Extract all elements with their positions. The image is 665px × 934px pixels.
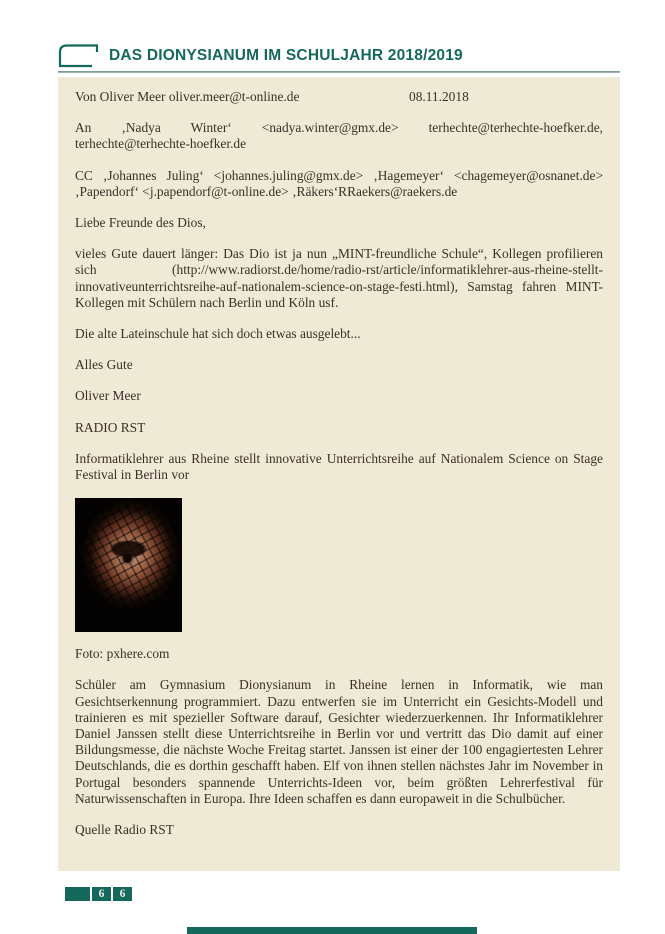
page-title: DAS DIONYSIANUM IM SCHULJAHR 2018/2019 xyxy=(109,47,463,64)
email-from-row xyxy=(75,89,603,105)
email-to: An ‚Nadya Winter‘ <nadya.winter@gmx.de> terhechte@terhechte-hoefker.de, terhechte@terhechte-hoefker.de xyxy=(75,120,603,152)
article-title: Informatiklehrer aus Rheine stellt innovative Unterrichtsreihe auf Nationalem Science on Stage Festival in Berlin vor xyxy=(75,450,603,483)
email-closing: Alles Gute xyxy=(75,357,133,373)
email-from: Von Oliver Meer oliver.meer@t-online.de xyxy=(75,89,300,104)
page-footer xyxy=(65,887,132,901)
article-source-line: Quelle Radio RST xyxy=(75,822,174,838)
email-greeting: Liebe Freunde des Dios, xyxy=(75,215,206,231)
bottom-accent-bar xyxy=(187,927,477,934)
email-remark: Die alte Lateinschule hat sich doch etwas ausgelebt... xyxy=(75,326,361,342)
email-signature: Oliver Meer xyxy=(75,388,141,404)
header-tab-bracket-icon xyxy=(58,42,100,68)
page-number-right: 6 xyxy=(113,887,132,901)
face-recognition-photo xyxy=(75,498,182,632)
article-body: Schüler am Gymnasium Dionysianum in Rheine lernen in Informatik, wie man Gesichtserkennung programmiert. Dazu entwerfen sie im Unterricht ein Gesichts-Modell und trainieren es mit spezieller Software darauf, Gesichter wiederzuerkennen. Ihr Informatiklehrer Daniel Janssen stellt diese Unterrichtsreihe in Berlin vor und vertritt das Dio damit auf einer Bildungsmesse, die nächste Woche Freitag startet. Janssen ist einer der 100 engagiertesten Lehrer Deutschlands, die es dorthin geschafft haben. Elf von ihnen stellen nächstes Jahr im November in Portugal besonders spannende Unterrichts-Ideen vor, beim größten Lehrerfestival für Naturwissenschaften in Europa. Ihre Ideen schaffen es dann europaweit in die Schulbücher. xyxy=(75,677,603,806)
page-number-marker xyxy=(65,887,90,901)
header-divider xyxy=(58,71,620,73)
email-content-block xyxy=(58,77,620,871)
email-body-paragraph: vieles Gute dauert länger: Das Dio ist ja nun „MINT-freundliche Schule“, Kollegen profilieren sich (http://www.radiorst.de/home/radio-rst/article/informatiklehrer-aus-rheine-stellt-innovativeunterrichtsreihe-auf-nationalem-science-on-stage-festi.html), Samstag fahren MINT-Kollegen mit Schülern nach Berlin und Köln usf. xyxy=(75,246,603,310)
page-header xyxy=(58,42,463,68)
photo-credit: Foto: pxhere.com xyxy=(75,646,170,662)
page-number-left: 6 xyxy=(92,887,111,901)
email-date: 08.11.2018 xyxy=(409,89,469,104)
email-cc: CC ‚Johannes Juling‘ <johannes.juling@gmx.de> ‚Hagemeyer‘ <chagemeyer@osnanet.de> ‚Papendorf‘ <j.papendorf@t-online.de> ‚Räkers‘RRaekers@raekers.de xyxy=(75,167,603,199)
email-source-name: RADIO RST xyxy=(75,419,146,435)
